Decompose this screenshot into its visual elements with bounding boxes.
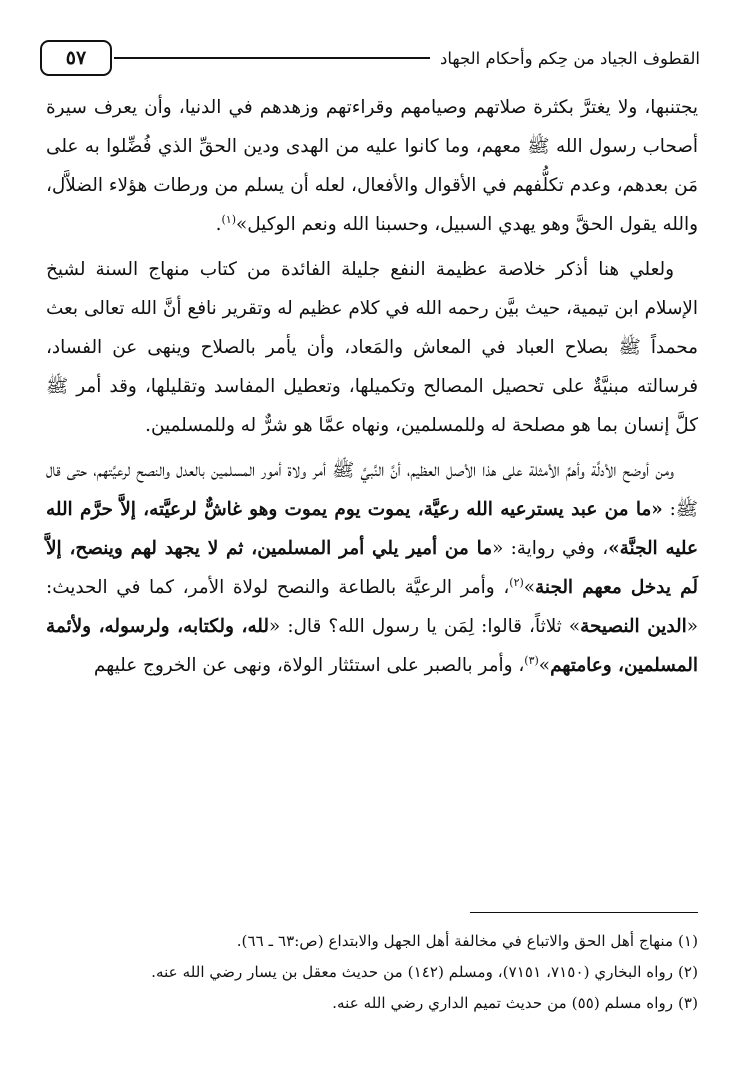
paragraph-1-end: . (215, 214, 222, 235)
running-header (40, 38, 700, 78)
footnote-3: (٣) رواه مسلم (٥٥) من حديث تميم الداري رضي الله عنه. (332, 994, 698, 1012)
paragraph-3-middle: ، وأمر الرعيَّة بالطاعة والنصح لولاة الأمر، كما في الحديث: « (46, 577, 698, 637)
hadith-2: ما من أمير يلي أمر المسلمين، ثم لا يجهد لهم وينصح، إلاَّ لَم يدخل معهم الجنة (46, 538, 698, 598)
paragraph-3-end: ، وأمر بالصبر على استئثار الولاة، ونهى عن الخروج عليهم (93, 655, 525, 676)
paragraph-2: ولعلي هنا أذكر خلاصة عظيمة النفع جليلة الفائدة من كتاب منهاج السنة لشيخ الإسلام ابن تيمية، حيث بيَّن رحمه الله في كلام عظيم له وتقرير نافع أنَّ الله تعالى بعث محمداً ﷺ بصلاح العباد في المعاش والمَعاد، وأن يأمر بالصلاح وينهى عن الفساد، فرسالته مبنيَّةٌ على تحصيل المصالح وتكميلها، وتعطيل المفاسد وتقليلها، وقد أمر ﷺ كلَّ إنسان بما هو مصلحة له وللمسلمين، ونهاه عمَّا هو شرٌّ له وللمسلمين. (46, 259, 698, 436)
main-text (46, 88, 698, 685)
paragraph-1 (46, 88, 698, 244)
footnote-1: (١) منهاج أهل الحق والاتباع في مخالفة أهل الجهل والابتداع (ص:٦٣ ـ ٦٦). (236, 932, 698, 950)
paragraph-3-intro: ومن أوضح الأدلَّة وأهمِّ الأمثلة على هذا الأصل العظيم، أنَّ النَّبيَّ ﷺ أمر ولاة أمور المسلمين بالعدل والنصح لرعيَّتهم، حتى قال ﷺ: (46, 460, 698, 520)
footnote-ref-2: (٢) (509, 575, 524, 589)
book-title: القطوف الجياد من حِكم وأحكام الجهاد (439, 48, 700, 68)
paragraph-3-question: » ثلاثاً، قالوا: لِمَن يا رسول الله؟ قال: « (269, 616, 581, 637)
paragraph-3-connector: ، وفي رواية: « (492, 538, 609, 559)
hadith-2-close: » (523, 577, 536, 598)
paragraph-3 (46, 451, 698, 685)
footnote-2: (٢) رواه البخاري (٧١٥٠، ٧١٥١)، ومسلم (١٤٢) من حديث معقل بن يسار رضي الله عنه. (151, 963, 698, 981)
header-rule (114, 57, 430, 59)
hadith-1: «ما من عبد يسترعيه الله رعيَّة، يموت يوم يموت وهو غاشٌّ لرعيَّته، إلاَّ حرَّم الله عليه الجنَّة» (46, 499, 698, 559)
footnote-ref-3: (٣) (524, 653, 539, 667)
footnotes (50, 926, 698, 1019)
hadith-3-answer: لله، ولكتابه، ولرسوله، ولأئمة المسلمين، وعامتهم (46, 616, 698, 676)
paragraph-1-text: يجتنبها، ولا يغترَّ بكثرة صلاتهم وصيامهم وقراءتهم وزهدهم في الدنيا، وأن يعرف سيرة أصحاب رسول الله ﷺ معهم، وما كانوا عليه من الهدى ودين الحقِّ الذي فُضِّلوا به على مَن بعدهم، وعدم تكلُّفهم في الأقوال والأفعال، لعله أن يسلم من ورطات هؤلاء الضلاَّل، والله يقول الحقَّ وهو يهدي السبيل، وحسبنا الله ونعم الوكيل» (46, 97, 698, 235)
footnote-ref-1: (١) (221, 212, 236, 226)
footnote-separator (470, 912, 698, 913)
hadith-3-close: » (538, 655, 551, 676)
page-number: ٥٧ (40, 40, 112, 76)
hadith-3: الدين النصيحة (580, 616, 687, 637)
